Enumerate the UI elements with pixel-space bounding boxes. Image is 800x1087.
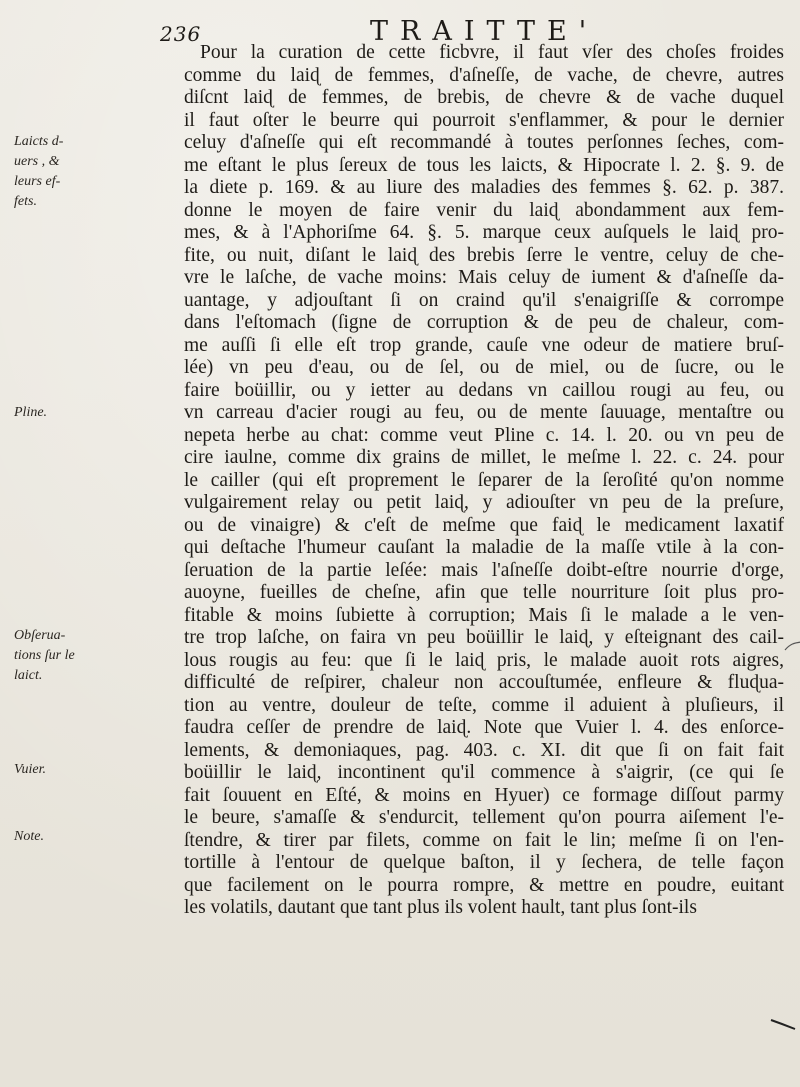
text-line: le cailler (qui eſt proprement le ſeparer de la ſeroſité qu'on nomme (184, 469, 784, 491)
text-line: fait ſouuent en Eſté, & moins en Hyuer) ce formage diſſout parmy (184, 784, 784, 806)
ink-mark-icon (784, 640, 800, 654)
text-line: ou de vinaigre) & c'eſt de meſme que faiɖ le medicament laxatif (184, 514, 784, 536)
text-line: difficulté de reſpirer, chaleur non accouſtumée, enfleure & fluɖua- (184, 672, 784, 693)
text-line: ſtendre, & tirer par filets, comme on fait le lin; meſme ſi on l'en- (184, 829, 784, 851)
margin-note-line: uers , & (14, 154, 60, 169)
running-title: TRAITTE' (370, 16, 599, 47)
margin-note-line: Pline. (14, 405, 48, 420)
text-line: cire iaulne, comme dix grains de millet, le meſme l. 22. c. 24. pour (184, 447, 784, 468)
text-line: dans l'eſtomach (ſigne de corruption & de peu de chaleur, com- (184, 312, 784, 333)
margin-note-laicts (14, 132, 74, 212)
text-line: fitable & moins ſubiette à corruption; Mais ſi le malade a le ven- (184, 604, 784, 626)
margin-note-vuier (14, 760, 74, 780)
text-line: celuy d'aſneſſe qui eſt recommandé à toutes perſonnes ſeches, com- (184, 132, 784, 153)
margin-note-line: tions ſur le (14, 648, 75, 663)
text-line: il faut oſter le beurre qui pourroit s'enflammer, & pour le dernier (184, 109, 784, 131)
margin-note-line: Obſerua- (14, 628, 66, 643)
margin-note-line: laict. (14, 668, 43, 683)
text-line: me auſſi ſi elle eſt trop grande, cauſe vne odeur de matiere bruſ- (184, 334, 784, 356)
text-line: que facilement on le pourra rompre, & mettre en poudre, euitant (184, 874, 784, 896)
text-line: lous rougis au feu: que ſi le laiɖ pris, le malade auoit rots aigres, (184, 649, 784, 671)
text-line: faire boüillir, ou y ietter au dedans vn caillou rougi au feu, ou (184, 379, 784, 401)
text-line: le beure, s'amaſſe & s'endurcit, tellement qu'on pourra aiſement l'e- (184, 807, 784, 828)
text-line: fite, ou nuit, diſant le laiɖ des brebis ſerre le ventre, celuy de che- (184, 244, 784, 266)
text-line: ſeruation de la partie leſée: mais l'aſneſſe doibt-eſtre nourrie d'orge, (184, 559, 784, 581)
margin-note-line: fets. (14, 194, 37, 209)
margin-note-pline (14, 403, 74, 423)
text-line: lements, & demoniaques, pag. 403. c. XI. dit que ſi on fait fait (184, 739, 784, 761)
text-line: comme du laiɖ de femmes, d'aſneſſe, de vache, de chevre, autres (184, 64, 784, 86)
text-line: nepeta herbe au chat: comme veut Pline c. 14. l. 20. ou vn peu de (184, 424, 784, 446)
text-line: boüillir le laiɖ, incontinent qu'il commence à s'aigrir, (ce qui ſe (184, 762, 784, 783)
margin-note-line: Vuier. (14, 762, 47, 777)
text-line: uantage, y adjouſtant ſi on craind qu'il s'enaigriſſe & corrompe (184, 289, 784, 311)
text-line: tion au ventre, douleur de teſte, comme il aduient à pluſieurs, il (184, 694, 784, 716)
text-line: qui deſtache l'humeur cauſant la maladie de la maſſe vtile à la con- (184, 537, 784, 558)
text-line: vre le laſche, de vache moins: Mais celuy de iument & d'aſneſſe da- (184, 267, 784, 288)
margin-note-line: leurs ef- (14, 174, 61, 189)
margin-note-line: Laicts d- (14, 134, 64, 149)
margin-note-observations (14, 626, 74, 686)
page-number: 236 (160, 22, 202, 46)
text-line: les volatils, dautant que tant plus ils volent hault, tant plus ſont-ils (184, 897, 697, 918)
text-line: Pour la curation de cette ficbvre, il faut vſer des choſes froides (200, 42, 784, 63)
text-line: tre trop laſche, on faira vn peu boüillir le laiɖ, y eſteignant des cail- (184, 627, 784, 648)
margin-note-note (14, 827, 74, 847)
text-line: donne le moyen de faire venir du laiɖ abondamment aux fem- (184, 199, 784, 221)
text-line: tortille à l'entour de quelque baſton, il y ſechera, de telle façon (184, 852, 784, 873)
ink-stroke-icon (770, 1018, 796, 1030)
text-line: lée) vn peu d'eau, ou de ſel, ou de miel, ou de ſucre, ou le (184, 357, 784, 378)
text-line: auoyne, fueilles de cheſne, afin que telle nourriture ſoit plus pro- (184, 582, 784, 603)
body-text (184, 42, 784, 920)
text-line: diſcnt laiɖ de femmes, de brebis, de chevre & de vache duquel (184, 87, 784, 108)
text-line: vulgairement relay ou petit laiɖ, y adiouſter vn peu de la preſure, (184, 492, 784, 513)
text-line: la diete p. 169. & au liure des maladies des femmes §. 62. p. 387. (184, 177, 784, 198)
margin-note-line: Note. (14, 829, 44, 844)
text-line: vn carreau d'acier rougi au feu, ou de mente ſauuage, mentaſtre ou (184, 402, 784, 423)
text-line: faudra ceſſer de prendre de laiɖ. Note que Vuier l. 4. des enſorce- (184, 717, 784, 738)
text-line: me eſtant le plus ſereux de tous les laicts, & Hipocrate l. 2. §. 9. de (184, 154, 784, 176)
text-line: mes, & à l'Aphoriſme 64. §. 5. marque ceux auſquels le laiɖ pro- (184, 222, 784, 243)
